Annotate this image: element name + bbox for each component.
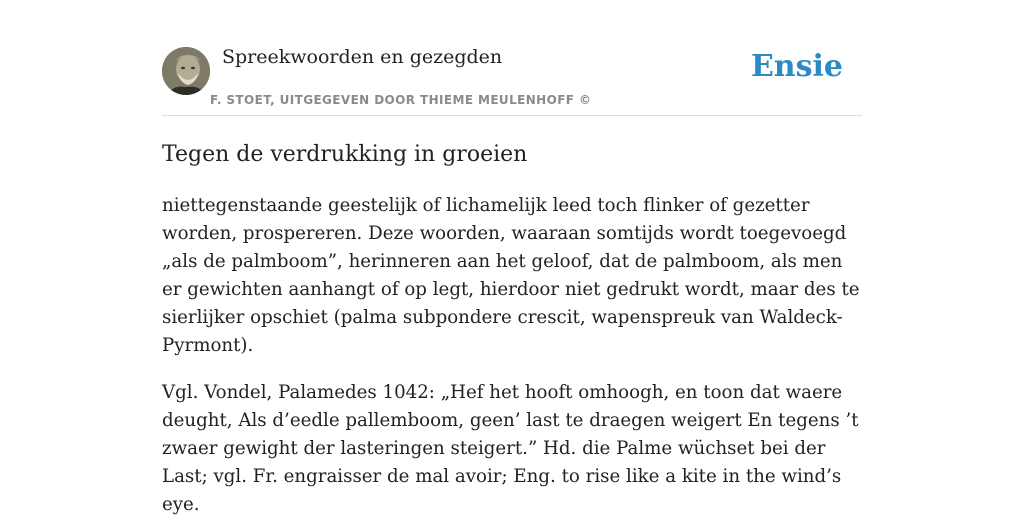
portrait-icon [162, 47, 210, 95]
entry-title: Tegen de verdrukking in groeien [162, 142, 528, 167]
definition-paragraph: niettegenstaande geestelijk of lichamelijk leed toch flinker of gezetter worden, prospereren. Deze woorden, waaraan somtijds wordt toegevoegd „als de palmboom”, herinneren aan het geloof, dat de palmboom, als men er gewichten aanhangt of op legt, hierdoor niet gedrukt wordt, maar des te sierlijker opschiet (palma subpondere crescit, wapenspreuk van Waldeck-Pyrmont). [162, 195, 860, 356]
definition-paragraph: Vgl. Vondel, Palamedes 1042: „Hef het hooft omhoogh, en toon dat waere deught, Als d’eedle pallemboom, geen’ last te draegen weigert En tegens ’t zwaer gewight der lasteringen steigert.” Hd. die Palme wüchset bei der Last; vgl. Fr. engraisser de mal avoir; Eng. to rise like a kite in the wind’s eye. [162, 382, 859, 515]
brand-logo[interactable]: Ensie [750, 49, 843, 84]
author-avatar[interactable] [162, 47, 210, 95]
source-header [162, 44, 862, 116]
entry-card [162, 44, 862, 519]
entry-definition [162, 192, 862, 519]
source-credit: F. STOET, UITGEGEVEN DOOR THIEME MEULENHOFF © [210, 93, 592, 107]
source-title[interactable]: Spreekwoorden en gezegden [222, 46, 503, 68]
